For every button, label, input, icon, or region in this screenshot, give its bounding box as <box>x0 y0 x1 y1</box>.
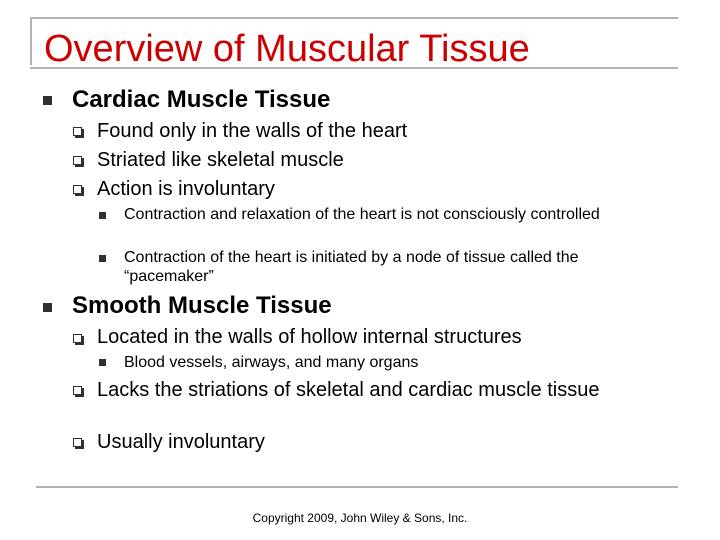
copyright-footer: Copyright 2009, John Wiley & Sons, Inc. <box>252 511 468 525</box>
sub-bullet-text: Contraction of the heart is initiated by a node of tissue called the “pacemaker” <box>124 249 579 285</box>
sub-bullet-text: Blood vessels, airways, and many organs <box>124 354 419 371</box>
footer-divider <box>36 486 678 488</box>
filled-square-bullet-icon <box>43 96 52 105</box>
slide-title: Overview of Muscular Tissue <box>44 28 530 70</box>
hollow-square-bullet-icon <box>73 334 82 343</box>
hollow-square-bullet-icon <box>73 156 82 165</box>
section-heading: Cardiac Muscle Tissue <box>72 86 331 113</box>
hollow-square-bullet-icon <box>73 185 82 194</box>
frame-top-border <box>30 17 678 19</box>
bullet-text: Lacks the striations of skeletal and cardiac muscle tissue <box>97 379 600 401</box>
bullet-text: Usually involuntary <box>97 431 265 453</box>
filled-square-bullet-icon <box>43 303 52 312</box>
bullet-text: Striated like skeletal muscle <box>97 149 344 171</box>
title-divider <box>30 67 678 69</box>
section-heading: Smooth Muscle Tissue <box>72 292 332 319</box>
hollow-square-bullet-icon <box>73 438 82 447</box>
bullet-text: Located in the walls of hollow internal structures <box>97 326 522 348</box>
hollow-square-bullet-icon <box>73 386 82 395</box>
small-filled-square-bullet-icon <box>99 255 106 262</box>
small-filled-square-bullet-icon <box>99 212 106 219</box>
bullet-text: Found only in the walls of the heart <box>97 120 408 142</box>
hollow-square-bullet-icon <box>73 127 82 136</box>
sub-bullet-text: Contraction and relaxation of the heart is not consciously controlled <box>124 206 600 223</box>
bullet-text: Action is involuntary <box>97 178 275 200</box>
frame-left-border <box>30 17 32 65</box>
small-filled-square-bullet-icon <box>99 359 106 366</box>
